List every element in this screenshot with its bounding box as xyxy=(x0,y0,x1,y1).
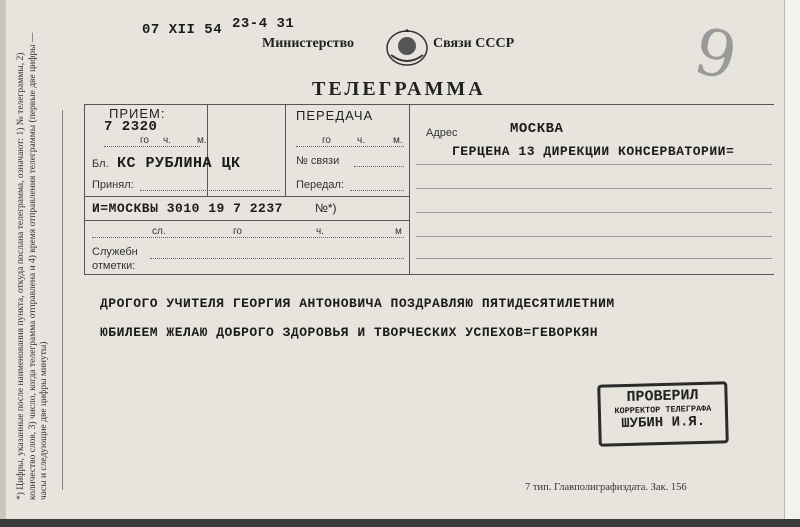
grid-col2 xyxy=(285,104,286,196)
route-footnote-mark: №*) xyxy=(315,201,337,215)
route-line: И=МОСКВЫ 3010 19 7 2237 xyxy=(92,201,283,216)
stamp-line-3: ШУБИН И.Я. xyxy=(621,413,706,433)
reception-operator: КС РУБЛИНА ЦК xyxy=(117,155,241,172)
reception-number: 7 2320 xyxy=(104,119,158,135)
transmission-dotline xyxy=(296,146,404,147)
handwritten-mark: 9 xyxy=(687,14,743,96)
transmission-unit-hour: ч. xyxy=(357,135,365,146)
side-note-rule xyxy=(62,110,63,490)
bl-label: Бл. xyxy=(92,158,109,170)
printer-info: 7 тип. Главполиграфиздата. Зак. 156 xyxy=(525,482,687,493)
transmission-unit-year: го xyxy=(322,135,331,146)
message-line-1: ДРОГОГО УЧИТЕЛЯ ГЕОРГИЯ АНТОНОВИЧА ПОЗДРАВЛЯЮ ПЯТИДЕСЯТИЛЕТНИМ xyxy=(100,296,615,311)
grid-mid xyxy=(84,196,409,197)
stamp-line-2: КОРРЕКТОР ТЕЛЕГРАФА xyxy=(614,403,712,417)
address-street: ГЕРЦЕНА 13 ДИРЕКЦИИ КОНСЕРВАТОРИИ= xyxy=(452,144,735,159)
address-line-2 xyxy=(416,188,772,189)
address-label: Адрес xyxy=(426,127,458,139)
service-marks-label-2: отметки: xyxy=(92,260,136,272)
route-unit-hour: ч. xyxy=(316,226,324,237)
ussr-emblem-icon xyxy=(383,27,431,67)
transmission-unit-min: м. xyxy=(393,135,403,146)
reception-dotline xyxy=(104,146,200,147)
route-dotline xyxy=(92,237,404,238)
reception-unit-min: м. xyxy=(197,135,207,146)
form-title: ТЕЛЕГРАММА xyxy=(312,78,486,100)
route-unit-year: го xyxy=(233,226,242,237)
service-marks-label xyxy=(92,245,138,273)
service-line xyxy=(150,258,404,259)
sent-label: Передал: xyxy=(296,179,345,191)
grid-top xyxy=(84,104,774,105)
reception-unit-year: го xyxy=(140,135,149,146)
received-label: Принял: xyxy=(92,179,134,191)
grid-route xyxy=(84,220,409,221)
background-bottom xyxy=(0,519,800,527)
ministry-left: Министерство xyxy=(262,36,355,51)
link-number-label: № связи xyxy=(296,155,340,167)
sent-line xyxy=(350,190,404,191)
grid-col3 xyxy=(409,104,410,274)
side-footnote: *) Цифры, указанные после наименования пункта, откуда послана телеграмма, означают: 1) № телеграммы, 2) количество слов, 3) число, когда телеграмма отправлена и 4) время отправления телеграммы (первые две цифры — часы и следующие две цифры минуты) xyxy=(16,32,49,500)
grid-left xyxy=(84,104,85,274)
reception-title: ПРИЕМ: xyxy=(109,106,166,121)
route-unit-words: сл. xyxy=(152,226,166,237)
reception-unit-hour: ч. xyxy=(163,135,171,146)
received-line xyxy=(140,190,280,191)
address-line-5 xyxy=(416,258,772,259)
link-number-line xyxy=(354,166,404,167)
time-stamp: 23-4 31 xyxy=(232,16,295,32)
address-line-4 xyxy=(416,236,772,237)
paper-edge-left xyxy=(0,0,6,527)
ministry-right: Связи СССР xyxy=(433,36,515,51)
stamp-line-1: ПРОВЕРИЛ xyxy=(626,387,699,406)
route-unit-min: м xyxy=(395,226,402,237)
address-line-3 xyxy=(416,212,772,213)
grid-bottom xyxy=(84,274,774,275)
address-city: МОСКВА xyxy=(510,121,564,137)
date-stamp: 07 XII 54 xyxy=(142,22,223,38)
message-line-2: ЮБИЛЕЕМ ЖЕЛАЮ ДОБРОГО ЗДОРОВЬЯ И ТВОРЧЕСКИХ УСПЕХОВ=ГЕВОРКЯН xyxy=(100,325,599,340)
grid-col1 xyxy=(207,104,208,196)
transmission-title: ПЕРЕДАЧА xyxy=(296,108,374,123)
proofreader-stamp xyxy=(597,381,729,446)
address-line-1 xyxy=(416,164,772,165)
paper-edge-right xyxy=(784,0,800,527)
service-marks-label-1: Служебн xyxy=(92,246,138,258)
